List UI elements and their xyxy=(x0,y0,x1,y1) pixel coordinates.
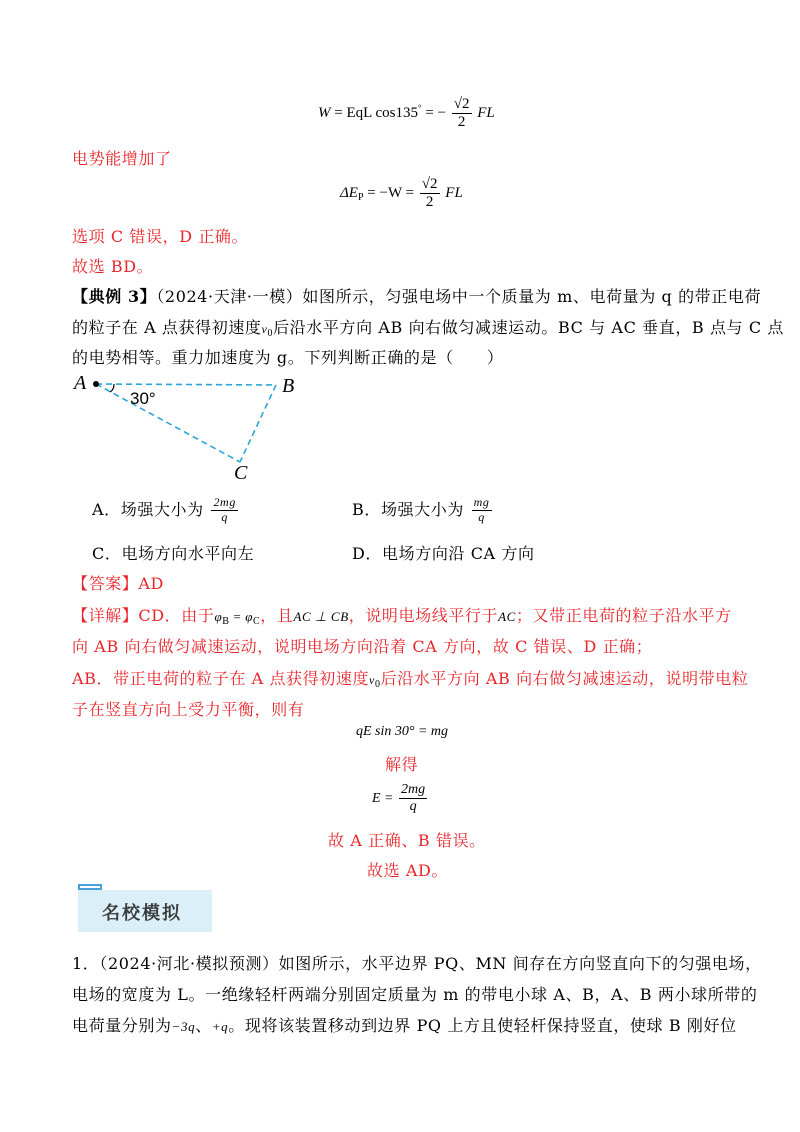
segment-ab xyxy=(96,384,276,385)
option-d: D．电场方向沿 CA 方向 xyxy=(352,544,535,563)
equation-e xyxy=(372,782,429,815)
choose-bd-line: 故选 BD。 xyxy=(72,257,154,276)
energy-increase-line: 电势能增加了 xyxy=(72,149,172,168)
detail-line1-c: ，说明电场线平行于 xyxy=(348,606,499,625)
label-b: B xyxy=(282,375,295,397)
answer-line: 【答案】AD xyxy=(72,574,164,593)
problem1-charge2: +q xyxy=(211,1019,229,1034)
banner-tab-decoration xyxy=(78,884,102,890)
detail-line1-a: 【详解】CD．由于 xyxy=(72,606,215,625)
eq-work-deg: ° xyxy=(417,103,422,114)
eq-work-fraction xyxy=(452,96,472,132)
detail-phi-c-sub: C xyxy=(253,616,261,627)
eq-e-den: q xyxy=(409,799,417,815)
example-line1-rest: （2024·天津·一模）如图所示，匀强电场中一个质量为 m、电荷量为 q 的带正电荷 xyxy=(156,287,762,306)
eq-e-num: 2mg xyxy=(399,782,427,799)
option-a-label: A．场强大小为 xyxy=(92,499,204,519)
problem1-line-1: 1．（2024·河北·模拟预测）如图所示，水平边界 PQ、MN 间存在方向竖直向下的匀强电场， xyxy=(72,954,762,973)
detail-line-3 xyxy=(72,666,748,690)
triangle-diagram xyxy=(70,368,310,483)
eq-work-eq2: = − xyxy=(425,105,447,122)
segment-ac xyxy=(96,384,240,462)
problem1-line-3 xyxy=(72,1013,737,1036)
eq-work-den: 2 xyxy=(457,114,466,131)
eq-energy-lhs: ΔE xyxy=(340,185,358,202)
example-line-1 xyxy=(72,284,761,307)
detail-phi-b: φ xyxy=(214,609,223,624)
problem1-line3-a: 电荷量分别为 xyxy=(72,1016,172,1035)
problem1-line3-b: 。现将该装置移动到边界 PQ 上方且使轻杆保持竖直，使球 B 刚好位 xyxy=(228,1016,737,1035)
eq-e-fraction xyxy=(399,782,427,815)
option-a-fraction xyxy=(211,496,237,525)
segment-bc xyxy=(240,385,276,462)
detail-v0-symbol: v xyxy=(369,673,375,687)
eq-work-sqrt2: √2 xyxy=(452,96,472,114)
example-line-2 xyxy=(72,315,784,339)
detail-phi-equation xyxy=(214,609,261,627)
choose-ad-line: 故选 AD。 xyxy=(367,861,449,880)
detail-ac: AC xyxy=(498,609,516,624)
eq-energy-den: 2 xyxy=(425,194,434,211)
label-a: A xyxy=(74,372,87,394)
detail-phi-eq: = xyxy=(229,609,246,624)
equation-energy xyxy=(340,176,463,212)
detail-line1-d: ；又带正电荷的粒子沿水平方 xyxy=(515,606,732,625)
eq-energy-fraction xyxy=(420,176,440,212)
eq-e-lhs: E = xyxy=(372,790,394,806)
example-v0-sub: 0 xyxy=(267,328,274,339)
problem1-line-2: 电场的宽度为 L。一绝缘轻杆两端分别固定质量为 m 的带电小球 A、B，A、B 两小球所带的 xyxy=(72,985,758,1004)
problem1-charge1: −3q xyxy=(171,1019,196,1034)
eq-work-lhs: W xyxy=(318,105,331,122)
example-line2-a: 的粒子在 A 点获得初速度 xyxy=(72,318,262,337)
detail-line1-b: ，且 xyxy=(260,606,294,625)
example-line-3: 的电势相等。重力加速度为 g。下列判断正确的是（ ） xyxy=(72,348,504,367)
detail-line-4: 子在竖直方向上受力平衡，则有 xyxy=(72,700,305,719)
eq-work-mid: = EqL cos135 xyxy=(334,105,418,122)
option-b-label: B．场强大小为 xyxy=(352,499,464,519)
example-line2-b: 后沿水平方向 AB 向右做匀减速运动。BC 与 AC 垂直，B 点与 C 点 xyxy=(273,318,784,337)
detail-line-2: 向 AB 向右做匀减速运动，说明电场方向沿着 CA 方向，故 C 错误、D 正确； xyxy=(72,637,653,656)
option-a-num: 2mg xyxy=(213,495,236,509)
option-a-den: q xyxy=(221,509,228,524)
eq-energy-mid: = −W = xyxy=(367,185,415,202)
point-a xyxy=(93,381,99,387)
option-c-wrong-line: 选项 C 错误，D 正确。 xyxy=(72,227,249,246)
example-tag: 【典例 3】 xyxy=(72,287,157,306)
equation-work xyxy=(318,96,495,132)
option-c: C．电场方向水平向左 xyxy=(92,544,255,563)
eq-energy-sqrt2: √2 xyxy=(420,176,440,194)
detail-phi-c: φ xyxy=(245,609,253,624)
section-title: 名校模拟 xyxy=(102,903,182,924)
detail-line3-b: 后沿水平方向 AB 向右做匀减速运动，说明带电粒 xyxy=(380,669,749,688)
equation-force: qE sin 30° = mg xyxy=(356,724,449,739)
detail-line-1 xyxy=(72,603,732,627)
example-v0 xyxy=(261,322,274,339)
label-angle: 30° xyxy=(130,389,156,408)
section-banner xyxy=(78,890,212,932)
detail-v0-sub: 0 xyxy=(374,679,381,690)
angle-arc xyxy=(110,384,114,392)
conclusion-line: 故 A 正确、B 错误。 xyxy=(328,831,486,850)
detail-phi-b-sub: B xyxy=(222,616,230,627)
label-c: C xyxy=(234,462,248,483)
solve-label: 解得 xyxy=(385,755,419,774)
problem1-sep: 、 xyxy=(195,1016,212,1035)
option-a xyxy=(92,496,240,525)
eq-work-tail: FL xyxy=(477,105,495,122)
detail-line3-a: AB．带正电荷的粒子在 A 点获得初速度 xyxy=(72,669,370,688)
eq-energy-sub: P xyxy=(357,192,364,204)
option-b xyxy=(352,496,494,525)
detail-perp: AC ⊥ CB xyxy=(293,609,349,624)
example-v0-symbol: v xyxy=(261,322,268,336)
option-b-den: q xyxy=(478,509,485,524)
detail-v0 xyxy=(369,673,381,690)
option-b-fraction xyxy=(472,496,492,525)
option-b-num: mg xyxy=(473,495,490,509)
eq-energy-tail: FL xyxy=(445,185,463,202)
